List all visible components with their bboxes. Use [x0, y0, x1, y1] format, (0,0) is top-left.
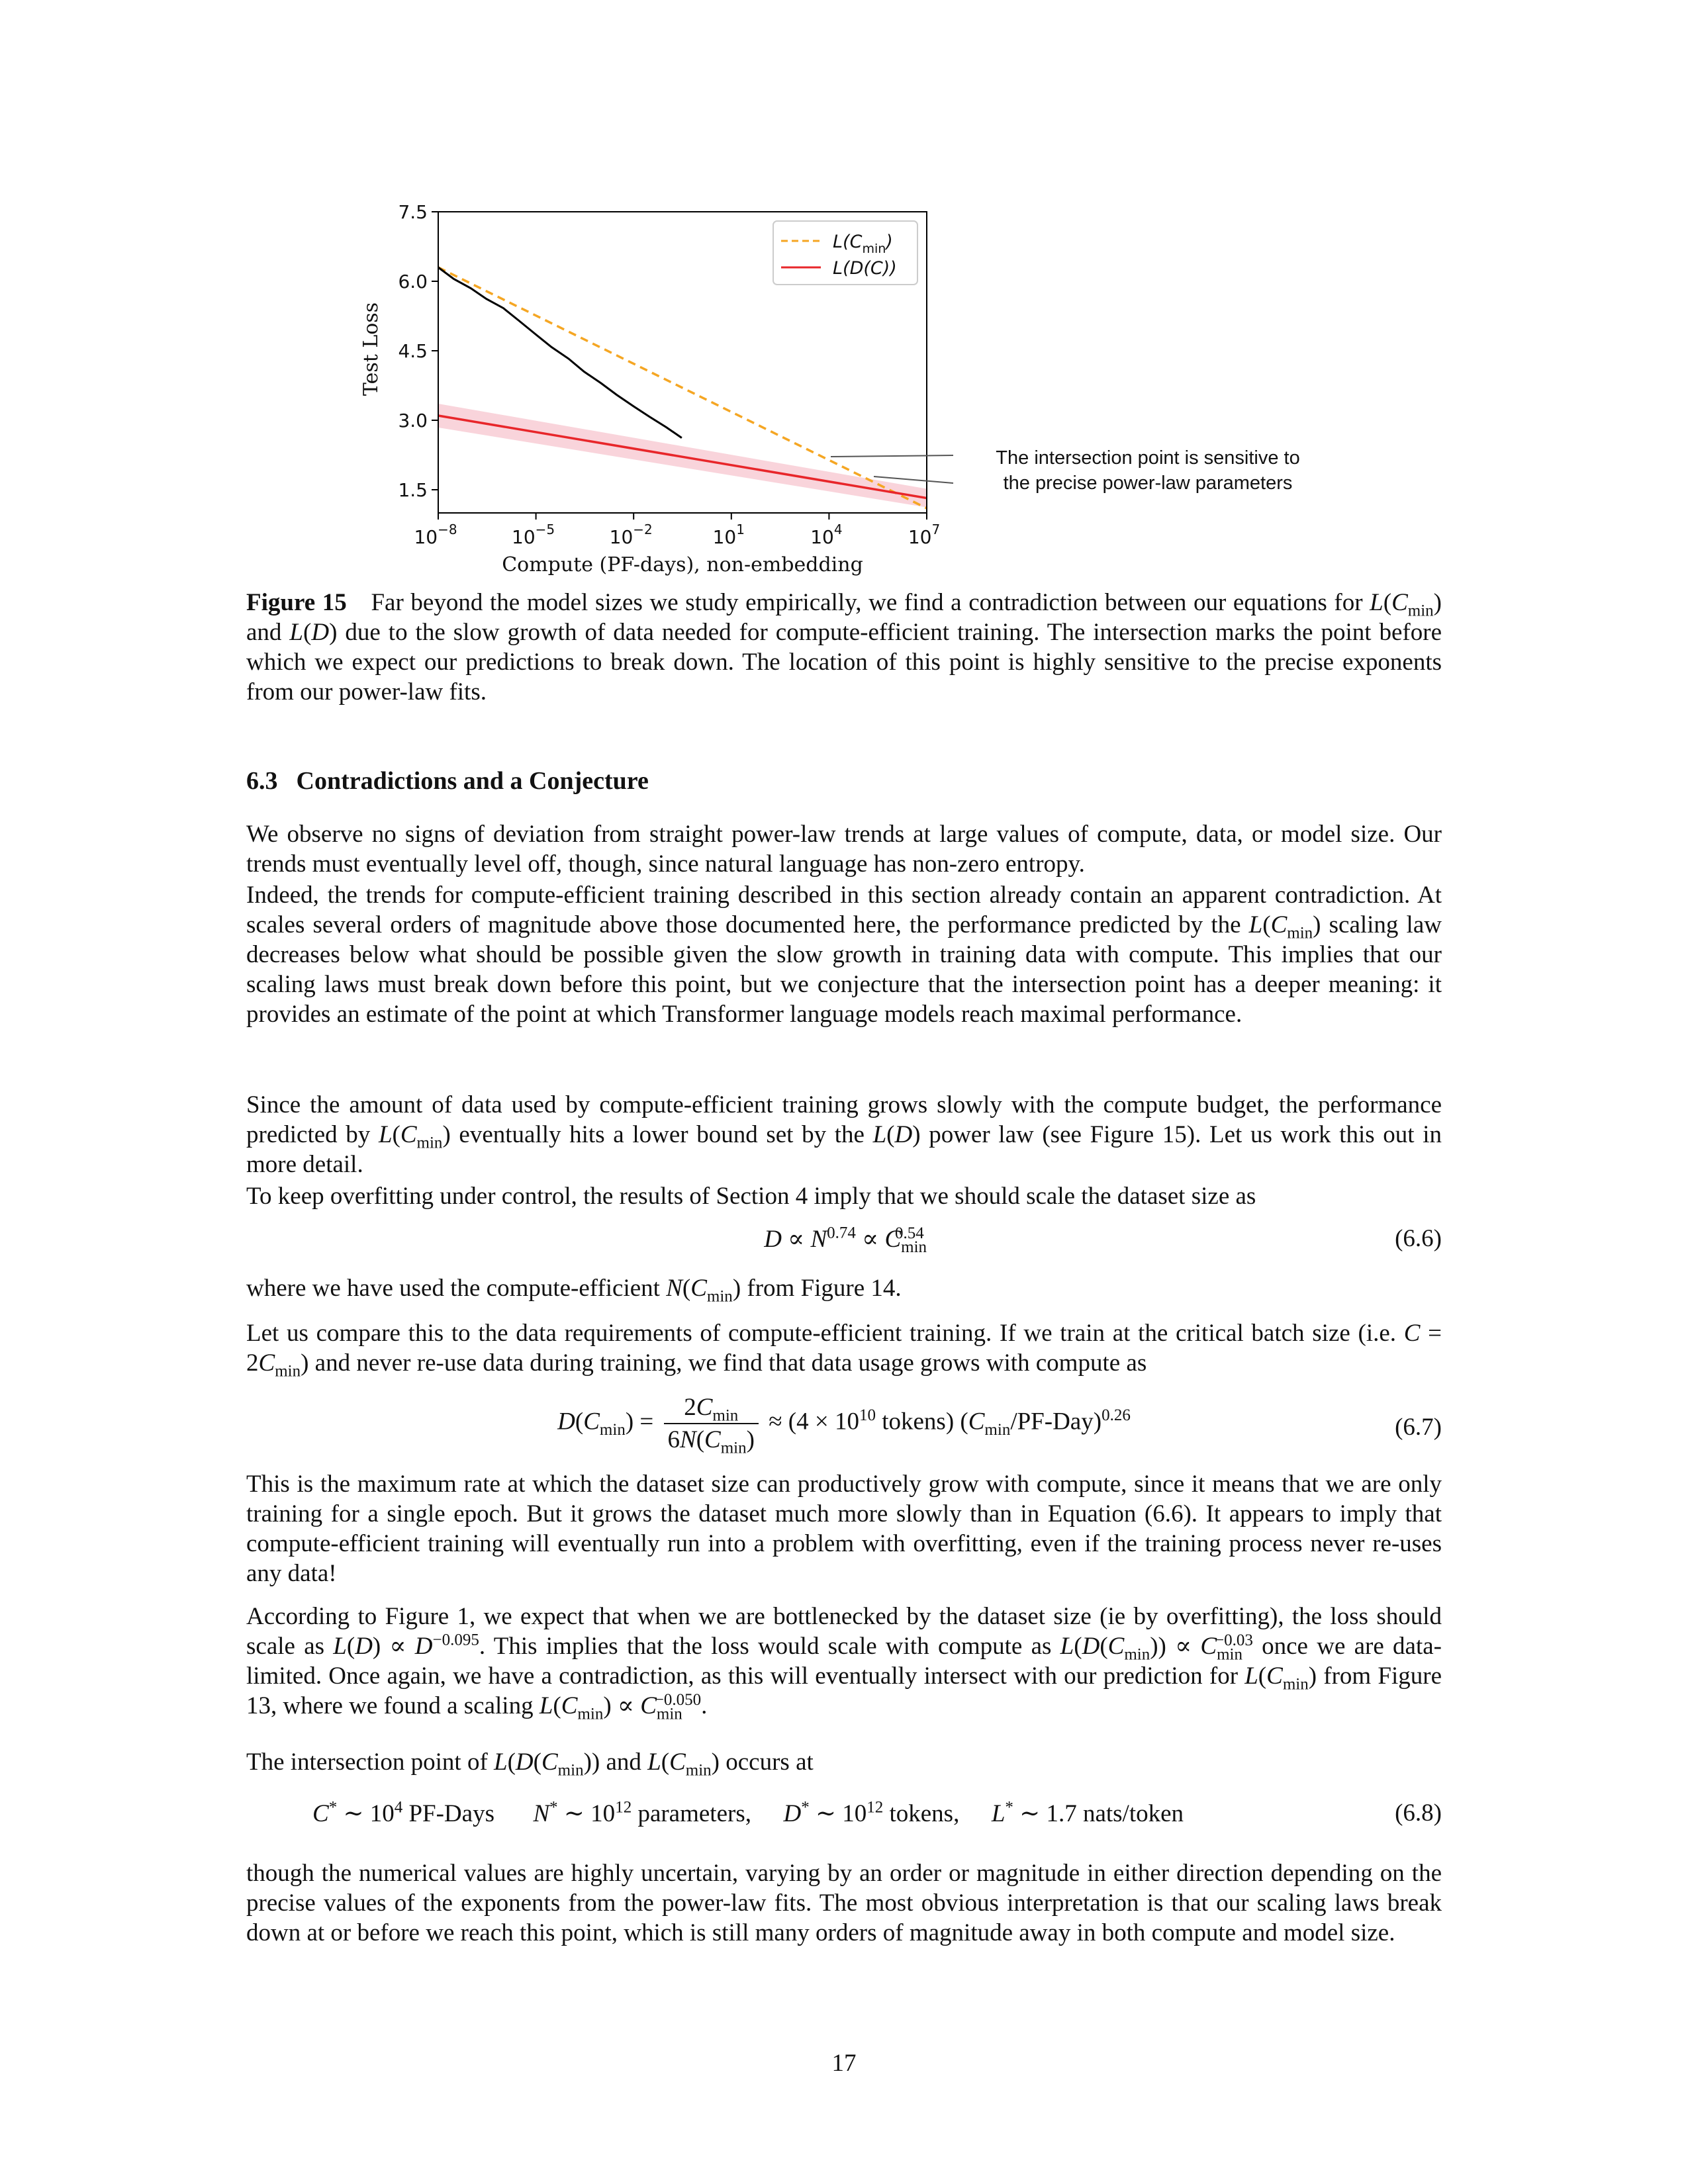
caption-text: Far beyond the model sizes we study empirically, we find a contradiction between our equations for $L(C_{min})$ and L(D) due to the slow growth of data needed for compute-efficient training. The intersection marks the point before which we expect our predictions to break down. The location of this point is highly sensitive to the precise exponents from our power-law fits. [246, 589, 1442, 705]
equation-body: $D \propto N^{0.74} \propto C_{min}^{0.54}$ [764, 1224, 927, 1257]
y-tick-label: 6.0 [398, 271, 428, 293]
paragraph-text: Indeed, the trends for compute-efficient training described in this section already contain an apparent contradiction. At scales several orders of magnitude above those documented here, the performance predicted by the $L(C_{min})$ scaling law decreases below what should be possible given the slow growth in training data with compute. This implies that our scaling laws must break down before this point, but we conjecture that the intersection point has a deeper meaning: it provides an estimate of the point at which Transformer language models reach maximal performance. [246, 882, 1442, 1028]
y-tick-label: 3.0 [398, 410, 428, 432]
page-number: 17 [831, 2050, 857, 2077]
paragraph [246, 1090, 1442, 1179]
equation-number: (6.7) [1395, 1414, 1442, 1441]
paragraph-text: To keep overfitting under control, the results of Section 4 imply that we should scale the dataset size as [246, 1183, 1256, 1210]
equation-body: C* ∼ $10^4$ PF-Days N* ∼ $10^{12}$ parameters, D* ∼ $10^{12}$ tokens, L* ∼ 1.7 nats/token [312, 1798, 1184, 1827]
paragraph [246, 1181, 1442, 1211]
equation-body: $D(C_{min})$ = $\frac{2C_{min}}{6N(C_{min})}$ ≈ ($4 \times 10^{10}$ tokens) $(C_{min}/PF-Day)^{0.26}$ [557, 1394, 1131, 1457]
x-tick-label: $10^{-8}$ [414, 522, 457, 548]
section-title: Contradictions and a Conjecture [296, 767, 649, 795]
legend-label: $L(C_{min})$ [833, 232, 893, 256]
y-tick-label: 7.5 [398, 201, 428, 223]
equation-6-6 [246, 1224, 1442, 1264]
paragraph-text: Let us compare this to the data requirements of compute-efficient training. If we train at the critical batch size (i.e. $C = 2C_{min}$) and never re-use data during training, we find that data usage grows with compute as [246, 1320, 1442, 1381]
confidence-band [438, 404, 927, 508]
y-tick-label: 4.5 [398, 340, 428, 362]
figure-caption [246, 588, 1442, 707]
paragraph [246, 1747, 1442, 1780]
paragraph-text: though the numerical values are highly uncertain, varying by an order or magnitude in either direction depending on the precise values of the exponents from the power-law fits. The most obvious interpretation is that our scaling laws break down at or before we reach this point, which is still many orders of magnitude away in both compute and model size. [246, 1860, 1442, 1946]
paragraph [246, 1469, 1442, 1588]
section-number: 6.3 [246, 767, 278, 795]
annotation-text: The intersection point is sensitive to [996, 447, 1300, 469]
x-axis-label: Compute (PF-days), non-embedding [502, 553, 863, 576]
paragraph [246, 1318, 1442, 1381]
paragraph [246, 1602, 1442, 1721]
equation-6-8 [246, 1799, 1442, 1839]
series-line-l-cmin [438, 267, 927, 508]
annotation-pointer [831, 455, 953, 457]
equation-number: (6.6) [1395, 1225, 1442, 1252]
x-tick-label: $10^7$ [908, 522, 941, 548]
figure-15 [357, 192, 1377, 589]
paragraph-text: According to Figure 1, we expect that when we are bottlenecked by the dataset size (ie by overfitting), the loss should scale as $L(D) \propto D^{-0.095}$. This implies that the loss would scale with compute as $L(D(C_{min})) \propto C_{min}^{-0.03}$ once we are data-limited. Once again, we have a contradiction, as this will eventually intersect with our prediction for $L(C_{min})$ from Figure 13, where we found a scaling $L(C_{min}) \propto C_{min}^{-0.050}$. [246, 1603, 1442, 1723]
paragraph-text: The intersection point of $L(D(C_{min}))$ and $L(C_{min})$ occurs at [246, 1749, 814, 1780]
equation-number: (6.8) [1395, 1799, 1442, 1827]
equation-6-7 [246, 1393, 1442, 1466]
figure-label: Figure 15 [246, 589, 347, 616]
y-axis-label: Test Loss [359, 302, 383, 396]
paragraph-text: where we have used the compute-efficient $N(C_{min})$ from Figure 14. [246, 1275, 902, 1306]
paragraph [246, 880, 1442, 1029]
x-tick-label: $10^4$ [810, 522, 843, 548]
section-heading [246, 766, 1442, 796]
y-tick-label: 1.5 [398, 479, 428, 501]
paragraph [246, 1858, 1442, 1948]
fraction: $\frac{2C_{min}}{6N(C_{min})}$ [664, 1393, 759, 1454]
x-tick-label: $10^{-5}$ [512, 522, 555, 548]
legend-label: L(D(C)) [833, 258, 897, 279]
loss-vs-compute-chart [357, 192, 1377, 589]
paragraph [246, 819, 1442, 879]
paragraph-text: We observe no signs of deviation from straight power-law trends at large values of compute, data, or model size. Our trends must eventually level off, though, since natural language has non-zero entropy. [246, 821, 1442, 878]
paragraph-text: Since the amount of data used by compute-efficient training grows slowly with the compute budget, the performance predicted by $L(C_{min})$ eventually hits a lower bound set by the L(D) power law (see Figure 15). Let us work this out in more detail. [246, 1091, 1442, 1178]
paragraph-text: This is the maximum rate at which the dataset size can productively grow with compute, since it means that we are only training for a single epoch. But it grows the dataset much more slowly than in Equation (6.6). It appears to imply that compute-efficient training will eventually run into a problem with overfitting, even if the training process never re-uses any data! [246, 1471, 1442, 1587]
x-tick-label: $10^1$ [712, 522, 745, 548]
x-tick-label: $10^{-2}$ [609, 522, 653, 548]
annotation-text: the precise power-law parameters [1003, 473, 1293, 494]
paragraph [246, 1273, 1442, 1306]
